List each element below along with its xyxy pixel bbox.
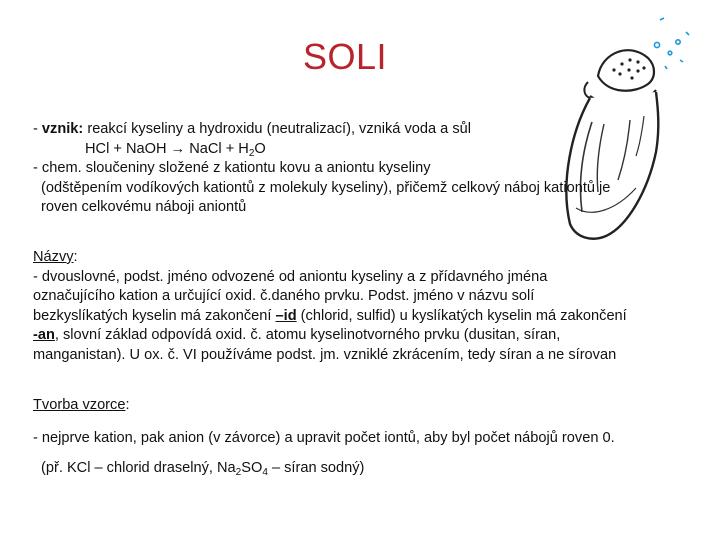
tvorba-section	[33, 396, 705, 448]
page-title: SOLI	[302, 36, 388, 77]
example-line	[33, 459, 705, 479]
dash: -	[33, 121, 42, 137]
nazvy-line-1: - dvouslovné, podst. jméno odvozené od aniontu kyseliny a z přídavného jména	[33, 268, 548, 285]
salt-grains-icon	[654, 18, 689, 69]
intro-line-definition: - chem. sloučeniny složené z kationtu kovu a aniontu kyseliny	[33, 160, 431, 176]
equation-subscript: 2	[248, 147, 255, 159]
example-section	[33, 459, 705, 479]
tvorba-heading-text: Tvorba vzorce	[33, 397, 126, 413]
nazvy-line-5: manganistan). U ox. č. VI používáme podst. jm. vzniklé zkrácením, tedy síran a ne sírovan	[33, 346, 617, 363]
nazvy-heading-colon: :	[73, 249, 78, 265]
suffix-id: –id	[275, 307, 297, 324]
example-sub-1: 2	[235, 467, 242, 478]
nazvy-line-4-post: , slovní základ odpovídá oxid. č. atomu kyselinotvorného prvku (dusitan, síran,	[54, 327, 561, 343]
tvorba-heading-colon: :	[125, 397, 130, 413]
nazvy-heading	[33, 248, 705, 268]
intro-line-explanation-end: roven celkovému náboji aniontů	[41, 199, 247, 215]
intro-line-vznik	[33, 120, 705, 140]
nazvy-line-3	[33, 307, 705, 327]
nazvy-line-2: označujícího kation a určující oxid. č.daného prvku. Podst. jméno v názvu solí	[33, 288, 535, 304]
nazvy-section	[33, 248, 705, 365]
example-mid: SO	[241, 460, 263, 476]
tvorba-heading	[33, 396, 705, 416]
vznik-label: vznik:	[41, 121, 84, 137]
nazvy-heading-text: Názvy	[33, 249, 74, 265]
equation-left: HCl + NaOH → NaCl + H	[85, 140, 249, 157]
suffix-an: -an	[33, 327, 55, 343]
intro-line-explanation: (odštěpením vodíkových kationtů z molekuly kyseliny), přičemž celkový náboj kationtů je	[41, 179, 611, 196]
equation	[33, 140, 705, 160]
example-post: – síran sodný)	[267, 460, 365, 476]
example-sub-2: 4	[262, 467, 268, 478]
nazvy-line-4	[33, 326, 705, 346]
example-pre: (př. KCl – chlorid draselný, Na	[41, 460, 236, 476]
nazvy-line-3-pre: bezkyslíkatých kyselin má zakončení	[33, 307, 276, 324]
vznik-text: reakcí kyseliny a hydroxidu (neutralizací), vzniká voda a sůl	[83, 121, 471, 137]
tvorba-line-1: - nejprve kation, pak anion (v závorce) a upravit počet iontů, aby byl počet nábojů roven 0.	[33, 429, 615, 446]
intro-section	[33, 120, 705, 218]
nazvy-line-3-post: (chlorid, sulfid) u kyslíkatých kyselin má zakončení	[296, 307, 627, 324]
equation-right: O	[254, 140, 266, 157]
